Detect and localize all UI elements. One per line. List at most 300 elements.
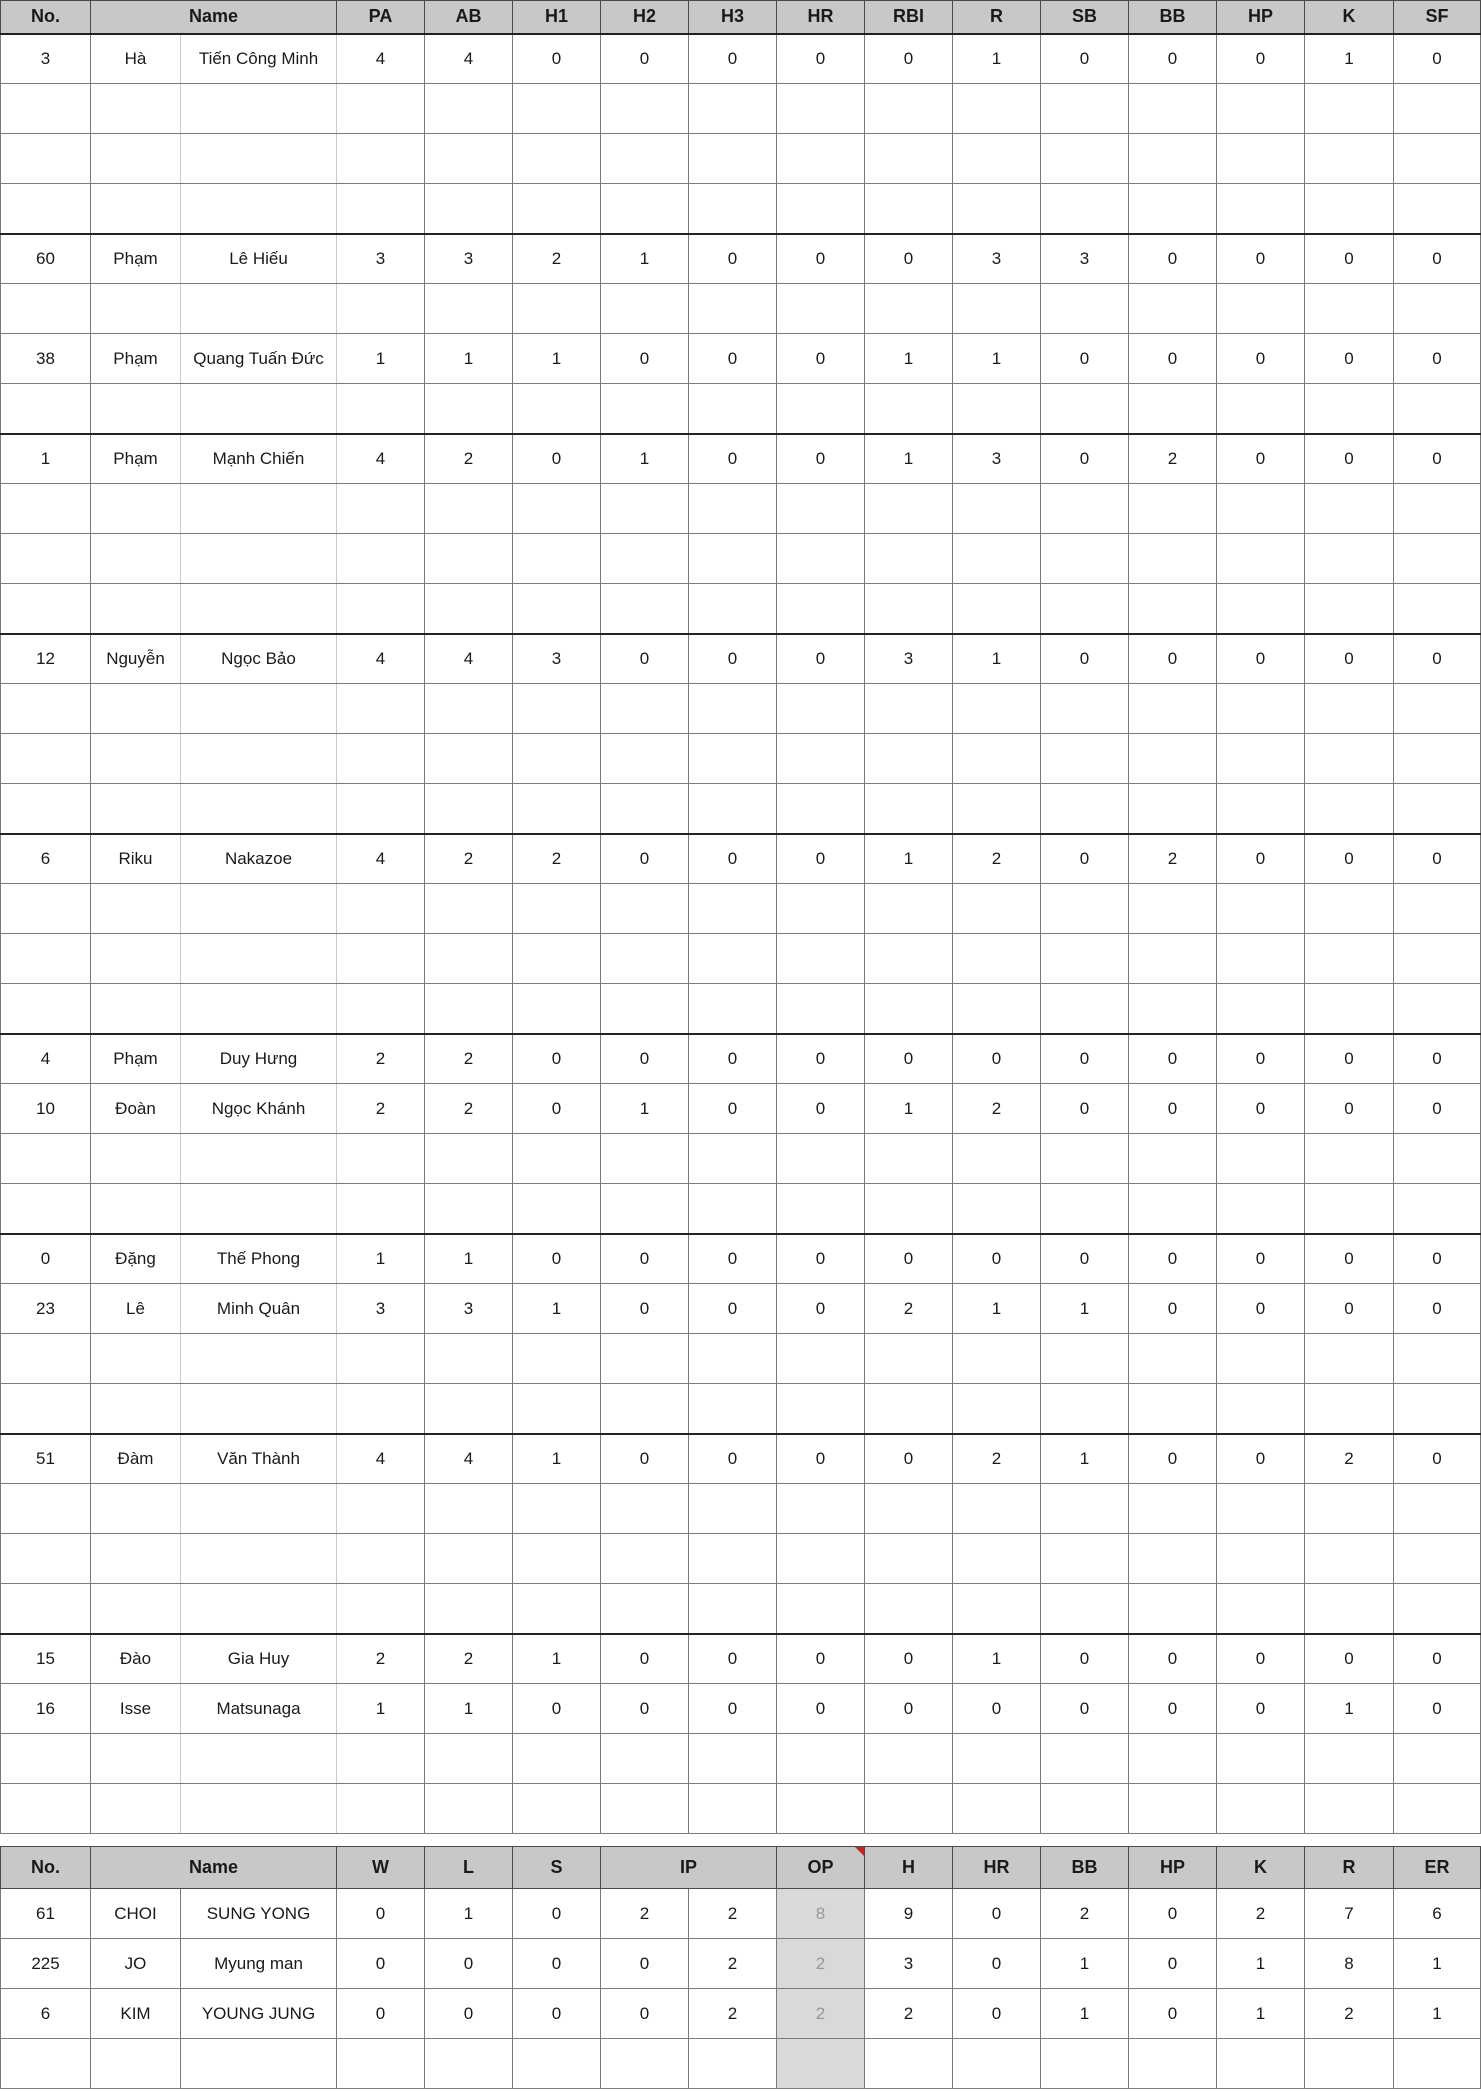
stat-cell-h2[interactable] — [601, 684, 689, 734]
stat-cell-rbi[interactable]: 1 — [865, 1084, 953, 1134]
stat-cell-l[interactable]: 0 — [425, 1989, 513, 2039]
stat-cell-h2[interactable]: 0 — [601, 334, 689, 384]
stat-cell-pa[interactable] — [337, 484, 425, 534]
stat-cell-pa[interactable]: 1 — [337, 334, 425, 384]
stat-cell-ab[interactable] — [425, 184, 513, 234]
stat-cell-pa[interactable] — [337, 584, 425, 634]
player-last-name-cell[interactable] — [181, 284, 337, 334]
stat-cell-ab[interactable] — [425, 684, 513, 734]
stat-cell-rbi[interactable] — [865, 1184, 953, 1234]
stat-cell-sf[interactable]: 0 — [1394, 634, 1481, 684]
player-number-cell[interactable] — [1, 384, 91, 434]
stat-cell-hr[interactable] — [777, 784, 865, 834]
stat-cell-pa[interactable] — [337, 184, 425, 234]
player-last-name-cell[interactable]: Nakazoe — [181, 834, 337, 884]
stat-cell-h3[interactable] — [689, 484, 777, 534]
stat-cell-rbi[interactable]: 0 — [865, 234, 953, 284]
stat-cell-rbi[interactable] — [865, 884, 953, 934]
stat-cell-er[interactable] — [1394, 2039, 1481, 2089]
stat-cell-pa[interactable] — [337, 534, 425, 584]
stat-cell-k[interactable]: 0 — [1305, 234, 1394, 284]
stat-cell-pa[interactable]: 1 — [337, 1684, 425, 1734]
stat-cell-h3[interactable] — [689, 584, 777, 634]
pitcher-last-name-cell[interactable]: SUNG YONG — [181, 1889, 337, 1939]
player-number-cell[interactable] — [1, 1134, 91, 1184]
stat-cell-h3[interactable]: 0 — [689, 34, 777, 84]
stat-cell-bb[interactable] — [1129, 1534, 1217, 1584]
player-number-cell[interactable] — [1, 134, 91, 184]
stat-cell-h2[interactable] — [601, 484, 689, 534]
pitcher-first-name-cell[interactable]: JO — [91, 1939, 181, 1989]
stat-cell-s[interactable]: 0 — [513, 1889, 601, 1939]
stat-cell-sf[interactable] — [1394, 534, 1481, 584]
stat-cell-sb[interactable]: 0 — [1041, 634, 1129, 684]
stat-cell-bb[interactable]: 0 — [1129, 1234, 1217, 1284]
stat-cell-hp[interactable]: 0 — [1129, 1989, 1217, 2039]
stat-cell-h1[interactable] — [513, 284, 601, 334]
player-first-name-cell[interactable] — [91, 184, 181, 234]
stat-cell-h1[interactable] — [513, 1784, 601, 1834]
player-number-cell[interactable] — [1, 1484, 91, 1534]
player-number-cell[interactable] — [1, 1384, 91, 1434]
stat-cell-hp[interactable]: 0 — [1217, 1034, 1305, 1084]
stat-cell-k[interactable] — [1305, 1734, 1394, 1784]
player-number-cell[interactable]: 60 — [1, 234, 91, 284]
stat-cell-hp[interactable] — [1217, 184, 1305, 234]
stat-cell-hp[interactable] — [1217, 584, 1305, 634]
stat-cell-h3[interactable] — [689, 1184, 777, 1234]
stat-cell-h2[interactable] — [601, 1484, 689, 1534]
stat-cell-ip-outs[interactable]: 2 — [689, 1989, 777, 2039]
stat-cell-hr[interactable] — [777, 1334, 865, 1384]
stat-cell-h[interactable]: 2 — [865, 1989, 953, 2039]
stat-cell-ip-innings[interactable]: 0 — [601, 1939, 689, 1989]
stat-cell-h2[interactable] — [601, 534, 689, 584]
stat-cell-pa[interactable] — [337, 984, 425, 1034]
stat-cell-sf[interactable] — [1394, 1134, 1481, 1184]
player-first-name-cell[interactable]: Lê — [91, 1284, 181, 1334]
stat-cell-h1[interactable] — [513, 1734, 601, 1784]
stat-cell-h1[interactable] — [513, 784, 601, 834]
stat-cell-bb[interactable]: 2 — [1041, 1889, 1129, 1939]
stat-cell-ab[interactable]: 1 — [425, 334, 513, 384]
player-first-name-cell[interactable] — [91, 1484, 181, 1534]
player-last-name-cell[interactable] — [181, 484, 337, 534]
stat-cell-rbi[interactable]: 0 — [865, 1684, 953, 1734]
stat-cell-bb[interactable] — [1129, 1484, 1217, 1534]
stat-cell-ab[interactable] — [425, 884, 513, 934]
stat-cell-ab[interactable] — [425, 134, 513, 184]
stat-cell-r[interactable] — [953, 1334, 1041, 1384]
stat-cell-hr[interactable]: 0 — [953, 1889, 1041, 1939]
player-last-name-cell[interactable] — [181, 1184, 337, 1234]
stat-cell-er[interactable]: 1 — [1394, 1939, 1481, 1989]
stat-cell-h1[interactable]: 2 — [513, 234, 601, 284]
stat-cell-r[interactable] — [953, 934, 1041, 984]
stat-cell-r[interactable]: 3 — [953, 234, 1041, 284]
stat-cell-sf[interactable] — [1394, 484, 1481, 534]
stat-cell-ab[interactable] — [425, 384, 513, 434]
stat-cell-h2[interactable]: 0 — [601, 34, 689, 84]
stat-cell-h3[interactable] — [689, 1534, 777, 1584]
player-number-cell[interactable] — [1, 1734, 91, 1784]
stat-cell-h1[interactable] — [513, 1584, 601, 1634]
stat-cell-sb[interactable] — [1041, 884, 1129, 934]
stat-cell-sf[interactable]: 0 — [1394, 1234, 1481, 1284]
player-first-name-cell[interactable] — [91, 1334, 181, 1384]
player-first-name-cell[interactable] — [91, 534, 181, 584]
player-last-name-cell[interactable] — [181, 84, 337, 134]
stat-cell-h3[interactable] — [689, 134, 777, 184]
player-last-name-cell[interactable] — [181, 684, 337, 734]
stat-cell-ab[interactable]: 2 — [425, 834, 513, 884]
stat-cell-hp[interactable]: 0 — [1217, 1634, 1305, 1684]
stat-cell-h3[interactable] — [689, 1784, 777, 1834]
stat-cell-sb[interactable] — [1041, 484, 1129, 534]
stat-cell-hp[interactable] — [1217, 734, 1305, 784]
stat-cell-pa[interactable] — [337, 1784, 425, 1834]
player-first-name-cell[interactable]: Hà — [91, 34, 181, 84]
stat-cell-r[interactable]: 8 — [1305, 1939, 1394, 1989]
player-number-cell[interactable] — [1, 1584, 91, 1634]
stat-cell-ab[interactable]: 4 — [425, 1434, 513, 1484]
stat-cell-sb[interactable] — [1041, 84, 1129, 134]
stat-cell-hp[interactable] — [1217, 684, 1305, 734]
stat-cell-bb[interactable] — [1129, 184, 1217, 234]
stat-cell-h[interactable]: 3 — [865, 1939, 953, 1989]
stat-cell-rbi[interactable] — [865, 484, 953, 534]
stat-cell-hp[interactable] — [1217, 1534, 1305, 1584]
stat-cell-h3[interactable] — [689, 934, 777, 984]
player-last-name-cell[interactable] — [181, 1334, 337, 1384]
stat-cell-h2[interactable]: 0 — [601, 834, 689, 884]
stat-cell-sf[interactable]: 0 — [1394, 334, 1481, 384]
stat-cell-h1[interactable] — [513, 884, 601, 934]
player-number-cell[interactable]: 51 — [1, 1434, 91, 1484]
stat-cell-ip-outs[interactable]: 2 — [689, 1939, 777, 1989]
stat-cell-h1[interactable]: 0 — [513, 1234, 601, 1284]
stat-cell-k[interactable] — [1305, 84, 1394, 134]
stat-cell-rbi[interactable]: 0 — [865, 1634, 953, 1684]
stat-cell-er[interactable]: 6 — [1394, 1889, 1481, 1939]
player-number-cell[interactable] — [1, 484, 91, 534]
stat-cell-bb[interactable] — [1129, 1184, 1217, 1234]
stat-cell-r[interactable] — [953, 284, 1041, 334]
stat-cell-bb[interactable] — [1129, 384, 1217, 434]
pitcher-last-name-cell[interactable]: YOUNG JUNG — [181, 1989, 337, 2039]
player-first-name-cell[interactable] — [91, 1134, 181, 1184]
stat-cell-bb[interactable] — [1129, 484, 1217, 534]
stat-cell-ab[interactable] — [425, 1184, 513, 1234]
stat-cell-h2[interactable] — [601, 734, 689, 784]
stat-cell-h1[interactable]: 0 — [513, 434, 601, 484]
player-last-name-cell[interactable]: Thế Phong — [181, 1234, 337, 1284]
stat-cell-h[interactable]: 9 — [865, 1889, 953, 1939]
player-number-cell[interactable] — [1, 984, 91, 1034]
stat-cell-bb[interactable]: 0 — [1129, 1684, 1217, 1734]
stat-cell-h3[interactable] — [689, 1134, 777, 1184]
stat-cell-r[interactable]: 1 — [953, 1634, 1041, 1684]
player-first-name-cell[interactable]: Đoàn — [91, 1084, 181, 1134]
stat-cell-ab[interactable]: 2 — [425, 1084, 513, 1134]
stat-cell-k[interactable] — [1305, 1334, 1394, 1384]
stat-cell-hp[interactable] — [1217, 384, 1305, 434]
stat-cell-pa[interactable]: 4 — [337, 834, 425, 884]
stat-cell-bb[interactable] — [1129, 284, 1217, 334]
stat-cell-bb[interactable] — [1129, 84, 1217, 134]
stat-cell-hr[interactable]: 0 — [777, 1434, 865, 1484]
stat-cell-hr[interactable] — [777, 1484, 865, 1534]
stat-cell-rbi[interactable]: 0 — [865, 1434, 953, 1484]
player-first-name-cell[interactable] — [91, 1584, 181, 1634]
stat-cell-sb[interactable]: 3 — [1041, 234, 1129, 284]
stat-cell-rbi[interactable] — [865, 934, 953, 984]
stat-cell-hr[interactable] — [777, 684, 865, 734]
stat-cell-h3[interactable] — [689, 1384, 777, 1434]
stat-cell-h1[interactable] — [513, 84, 601, 134]
player-number-cell[interactable] — [1, 1184, 91, 1234]
stat-cell-h[interactable] — [865, 2039, 953, 2089]
player-first-name-cell[interactable]: Riku — [91, 834, 181, 884]
stat-cell-bb[interactable]: 1 — [1041, 1989, 1129, 2039]
player-first-name-cell[interactable] — [91, 934, 181, 984]
stat-cell-hr[interactable] — [777, 384, 865, 434]
stat-cell-h3[interactable]: 0 — [689, 1084, 777, 1134]
stat-cell-rbi[interactable] — [865, 1484, 953, 1534]
player-first-name-cell[interactable]: Nguyễn — [91, 634, 181, 684]
player-last-name-cell[interactable]: Mạnh Chiến — [181, 434, 337, 484]
stat-cell-sf[interactable] — [1394, 1534, 1481, 1584]
stat-cell-r[interactable] — [953, 984, 1041, 1034]
stat-cell-rbi[interactable]: 1 — [865, 834, 953, 884]
stat-cell-ab[interactable] — [425, 584, 513, 634]
pitcher-number-cell[interactable]: 225 — [1, 1939, 91, 1989]
player-last-name-cell[interactable] — [181, 584, 337, 634]
stat-cell-sb[interactable] — [1041, 384, 1129, 434]
stat-cell-hr[interactable] — [953, 2039, 1041, 2089]
player-last-name-cell[interactable]: Tiến Công Minh — [181, 34, 337, 84]
stat-cell-rbi[interactable]: 1 — [865, 434, 953, 484]
stat-cell-sb[interactable] — [1041, 1184, 1129, 1234]
stat-cell-r[interactable] — [953, 784, 1041, 834]
stat-cell-bb[interactable]: 0 — [1129, 234, 1217, 284]
stat-cell-sf[interactable] — [1394, 1584, 1481, 1634]
pitcher-first-name-cell[interactable]: KIM — [91, 1989, 181, 2039]
stat-cell-k[interactable] — [1305, 984, 1394, 1034]
stat-cell-k[interactable]: 0 — [1305, 1284, 1394, 1334]
stat-cell-h1[interactable]: 0 — [513, 1084, 601, 1134]
stat-cell-h3[interactable]: 0 — [689, 234, 777, 284]
stat-cell-sf[interactable]: 0 — [1394, 834, 1481, 884]
player-number-cell[interactable] — [1, 584, 91, 634]
stat-cell-k[interactable]: 0 — [1305, 1034, 1394, 1084]
stat-cell-ip-innings[interactable]: 0 — [601, 1989, 689, 2039]
stat-cell-pa[interactable] — [337, 1534, 425, 1584]
stat-cell-op[interactable] — [777, 2039, 865, 2089]
pitcher-number-cell[interactable] — [1, 2039, 91, 2089]
stat-cell-er[interactable]: 1 — [1394, 1989, 1481, 2039]
stat-cell-ip-outs[interactable] — [689, 2039, 777, 2089]
stat-cell-h2[interactable] — [601, 134, 689, 184]
stat-cell-h2[interactable] — [601, 934, 689, 984]
stat-cell-sf[interactable] — [1394, 1184, 1481, 1234]
stat-cell-h3[interactable]: 0 — [689, 1284, 777, 1334]
stat-cell-sb[interactable] — [1041, 1784, 1129, 1834]
stat-cell-h3[interactable] — [689, 1484, 777, 1534]
player-number-cell[interactable] — [1, 1784, 91, 1834]
stat-cell-k[interactable] — [1305, 784, 1394, 834]
stat-cell-sb[interactable] — [1041, 1134, 1129, 1184]
stat-cell-hp[interactable] — [1217, 1134, 1305, 1184]
player-last-name-cell[interactable]: Lê Hiếu — [181, 234, 337, 284]
stat-cell-h2[interactable] — [601, 1184, 689, 1234]
stat-cell-h1[interactable] — [513, 1484, 601, 1534]
stat-cell-l[interactable]: 1 — [425, 1889, 513, 1939]
stat-cell-ab[interactable] — [425, 1334, 513, 1384]
stat-cell-r[interactable]: 3 — [953, 434, 1041, 484]
stat-cell-h3[interactable]: 0 — [689, 434, 777, 484]
stat-cell-r[interactable] — [953, 484, 1041, 534]
stat-cell-sf[interactable] — [1394, 1384, 1481, 1434]
stat-cell-sb[interactable] — [1041, 284, 1129, 334]
stat-cell-sb[interactable]: 0 — [1041, 1684, 1129, 1734]
stat-cell-hr[interactable]: 0 — [953, 1939, 1041, 1989]
stat-cell-ab[interactable]: 2 — [425, 1034, 513, 1084]
stat-cell-bb[interactable] — [1129, 134, 1217, 184]
stat-cell-h3[interactable] — [689, 784, 777, 834]
player-number-cell[interactable]: 12 — [1, 634, 91, 684]
pitcher-first-name-cell[interactable] — [91, 2039, 181, 2089]
player-number-cell[interactable]: 10 — [1, 1084, 91, 1134]
stat-cell-rbi[interactable] — [865, 684, 953, 734]
stat-cell-r[interactable] — [953, 1484, 1041, 1534]
stat-cell-r[interactable]: 1 — [953, 1284, 1041, 1334]
stat-cell-rbi[interactable]: 0 — [865, 1234, 953, 1284]
stat-cell-sf[interactable]: 0 — [1394, 1034, 1481, 1084]
stat-cell-hr[interactable] — [777, 1534, 865, 1584]
stat-cell-sb[interactable] — [1041, 1584, 1129, 1634]
stat-cell-ab[interactable]: 3 — [425, 1284, 513, 1334]
player-number-cell[interactable]: 4 — [1, 1034, 91, 1084]
stat-cell-pa[interactable]: 1 — [337, 1234, 425, 1284]
player-first-name-cell[interactable] — [91, 384, 181, 434]
stat-cell-sb[interactable]: 0 — [1041, 1634, 1129, 1684]
player-last-name-cell[interactable]: Quang Tuấn Đức — [181, 334, 337, 384]
stat-cell-ab[interactable] — [425, 84, 513, 134]
stat-cell-rbi[interactable] — [865, 534, 953, 584]
stat-cell-r[interactable] — [953, 1584, 1041, 1634]
stat-cell-h2[interactable] — [601, 1534, 689, 1584]
stat-cell-h1[interactable] — [513, 1534, 601, 1584]
stat-cell-rbi[interactable]: 2 — [865, 1284, 953, 1334]
stat-cell-h1[interactable] — [513, 934, 601, 984]
stat-cell-bb[interactable]: 0 — [1129, 1034, 1217, 1084]
stat-cell-ab[interactable]: 2 — [425, 1634, 513, 1684]
stat-cell-ab[interactable] — [425, 1784, 513, 1834]
stat-cell-h2[interactable]: 1 — [601, 434, 689, 484]
stat-cell-h1[interactable]: 0 — [513, 34, 601, 84]
stat-cell-k[interactable]: 2 — [1305, 1434, 1394, 1484]
player-last-name-cell[interactable]: Matsunaga — [181, 1684, 337, 1734]
player-number-cell[interactable]: 38 — [1, 334, 91, 384]
stat-cell-bb[interactable]: 2 — [1129, 834, 1217, 884]
player-last-name-cell[interactable] — [181, 884, 337, 934]
stat-cell-hr[interactable] — [777, 284, 865, 334]
stat-cell-ab[interactable] — [425, 1384, 513, 1434]
stat-cell-ab[interactable] — [425, 984, 513, 1034]
stat-cell-sb[interactable] — [1041, 1734, 1129, 1784]
stat-cell-rbi[interactable] — [865, 1334, 953, 1384]
stat-cell-hp[interactable] — [1129, 2039, 1217, 2089]
player-first-name-cell[interactable] — [91, 1534, 181, 1584]
stat-cell-sf[interactable] — [1394, 1784, 1481, 1834]
stat-cell-s[interactable]: 0 — [513, 1989, 601, 2039]
stat-cell-pa[interactable] — [337, 1734, 425, 1784]
stat-cell-hp[interactable]: 0 — [1129, 1889, 1217, 1939]
stat-cell-bb[interactable]: 0 — [1129, 34, 1217, 84]
stat-cell-pa[interactable]: 3 — [337, 234, 425, 284]
stat-cell-h1[interactable]: 1 — [513, 1434, 601, 1484]
stat-cell-h2[interactable] — [601, 1134, 689, 1184]
player-last-name-cell[interactable] — [181, 934, 337, 984]
stat-cell-sb[interactable]: 1 — [1041, 1284, 1129, 1334]
stat-cell-w[interactable]: 0 — [337, 1889, 425, 1939]
stat-cell-h3[interactable] — [689, 184, 777, 234]
stat-cell-h2[interactable] — [601, 1734, 689, 1784]
stat-cell-bb[interactable] — [1129, 1134, 1217, 1184]
player-number-cell[interactable] — [1, 784, 91, 834]
stat-cell-rbi[interactable] — [865, 784, 953, 834]
player-last-name-cell[interactable] — [181, 1734, 337, 1784]
stat-cell-sb[interactable] — [1041, 534, 1129, 584]
stat-cell-ab[interactable] — [425, 784, 513, 834]
stat-cell-k[interactable] — [1305, 734, 1394, 784]
stat-cell-sb[interactable]: 1 — [1041, 1434, 1129, 1484]
stat-cell-h2[interactable]: 1 — [601, 1084, 689, 1134]
stat-cell-h2[interactable]: 0 — [601, 1034, 689, 1084]
stat-cell-hr[interactable] — [777, 134, 865, 184]
stat-cell-sf[interactable]: 0 — [1394, 234, 1481, 284]
stat-cell-pa[interactable] — [337, 384, 425, 434]
stat-cell-h2[interactable] — [601, 784, 689, 834]
stat-cell-h3[interactable] — [689, 984, 777, 1034]
stat-cell-h1[interactable] — [513, 384, 601, 434]
player-number-cell[interactable]: 15 — [1, 1634, 91, 1684]
player-number-cell[interactable] — [1, 284, 91, 334]
player-first-name-cell[interactable] — [91, 884, 181, 934]
player-last-name-cell[interactable] — [181, 734, 337, 784]
stat-cell-s[interactable] — [513, 2039, 601, 2089]
stat-cell-k[interactable] — [1305, 1184, 1394, 1234]
stat-cell-ab[interactable] — [425, 284, 513, 334]
stat-cell-ab[interactable] — [425, 1734, 513, 1784]
stat-cell-h1[interactable]: 1 — [513, 1284, 601, 1334]
stat-cell-r[interactable] — [953, 534, 1041, 584]
pitcher-first-name-cell[interactable]: CHOI — [91, 1889, 181, 1939]
player-first-name-cell[interactable] — [91, 684, 181, 734]
stat-cell-sb[interactable] — [1041, 934, 1129, 984]
stat-cell-bb[interactable] — [1129, 884, 1217, 934]
stat-cell-ab[interactable] — [425, 934, 513, 984]
player-first-name-cell[interactable] — [91, 134, 181, 184]
stat-cell-h2[interactable]: 0 — [601, 1284, 689, 1334]
stat-cell-h2[interactable]: 0 — [601, 1684, 689, 1734]
player-first-name-cell[interactable] — [91, 1184, 181, 1234]
stat-cell-pa[interactable]: 4 — [337, 434, 425, 484]
stat-cell-r[interactable] — [953, 884, 1041, 934]
stat-cell-h1[interactable] — [513, 584, 601, 634]
stat-cell-h3[interactable]: 0 — [689, 1034, 777, 1084]
